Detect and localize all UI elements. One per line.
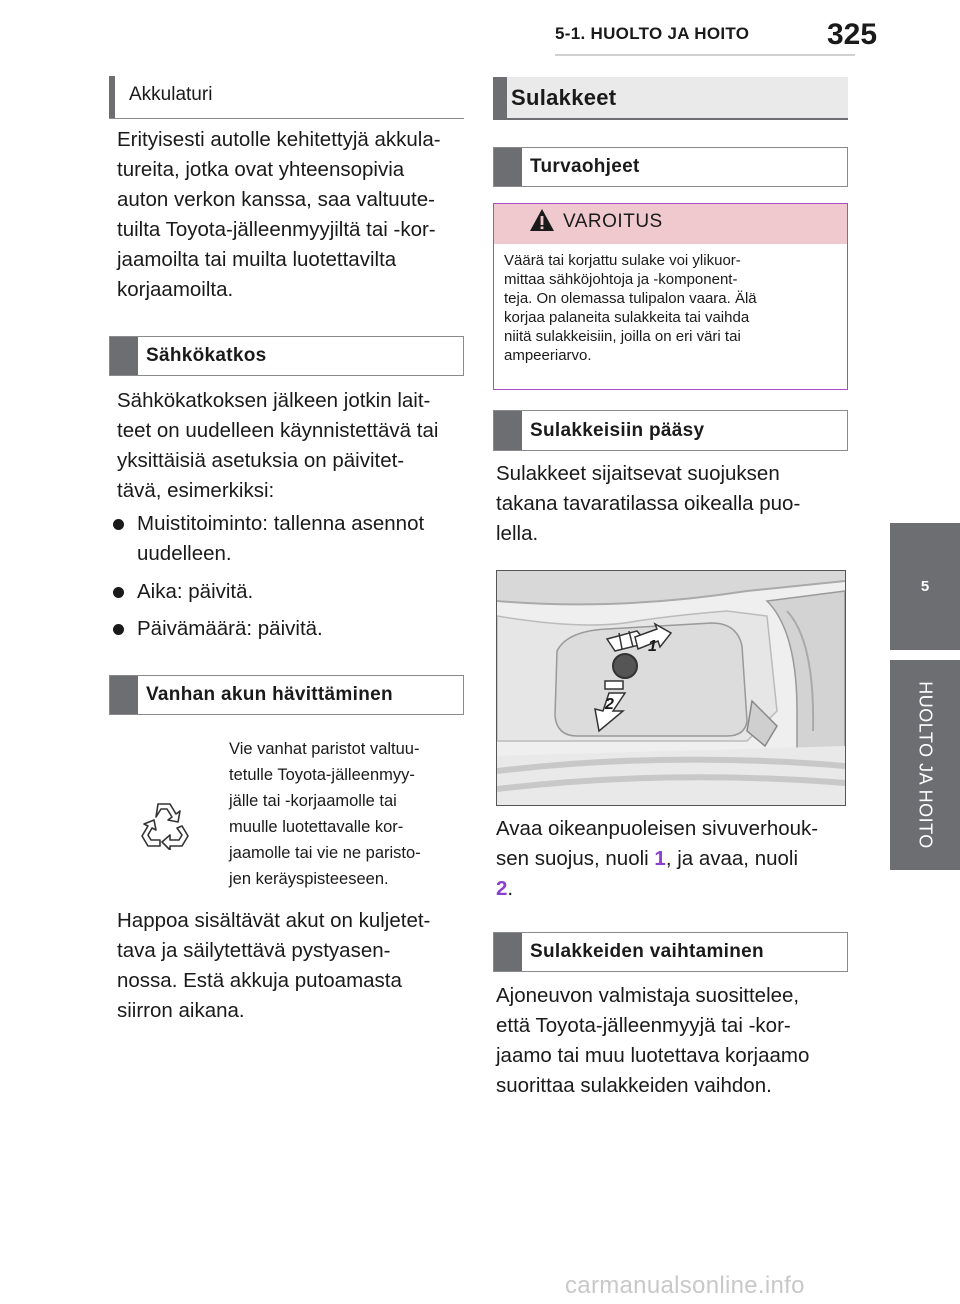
sulakkeet-main-heading: [493, 77, 848, 120]
caption-text: .: [507, 877, 514, 900]
text-line: teet on uudelleen käynnistettävä tai: [117, 419, 439, 442]
text-line: Sähkökatkoksen jälkeen jotkin lait-: [117, 389, 431, 412]
disposal-heading-label: Vanhan akun hävittäminen: [146, 684, 393, 705]
figure-label-2: 2: [605, 696, 614, 713]
watermark: carmanualsonline.info: [565, 1272, 805, 1299]
disposal-note: [229, 736, 469, 892]
text-line: Vie vanhat paristot valtuu-: [229, 740, 420, 758]
figure-label-1: 1: [648, 638, 657, 655]
text-line: korjaamoilta.: [117, 278, 234, 301]
akkulaturi-paragraph: [117, 125, 477, 305]
warning-triangle-icon: [529, 208, 555, 232]
arrow-number-1: 1: [654, 847, 666, 870]
akkulaturi-heading-label: Akkulaturi: [129, 84, 213, 105]
bullet-icon: [113, 519, 124, 530]
access-heading-label: Sulakkeisiin pääsy: [530, 419, 705, 441]
chapter-tab-number: [890, 523, 960, 650]
warning-title: VAROITUS: [563, 211, 663, 232]
chapter-title: HUOLTO JA HOITO: [915, 681, 936, 849]
text-line: ampeeriarvo.: [504, 347, 592, 364]
running-header: 5-1. HUOLTO JA HOITO: [555, 24, 750, 43]
text-line: [496, 844, 856, 874]
text-line: Avaa oikeanpuoleisen sivuverhouk-: [496, 817, 819, 840]
text-line: että Toyota-jälleenmyyjä tai -kor-: [496, 1014, 791, 1037]
replacement-heading: [493, 932, 848, 972]
akkulaturi-heading: [109, 76, 464, 119]
access-paragraph: [496, 459, 856, 549]
text-line: tuilta Toyota-jälleenmyyjiltä tai -kor-: [117, 218, 436, 241]
bullet-text: Aika: päivitä.: [137, 580, 254, 603]
bullet-item: [113, 509, 497, 569]
text-line: Sulakkeet sijaitsevat suojuksen: [496, 462, 780, 485]
bullet-text: Päivämäärä: päivitä.: [137, 617, 323, 640]
replacement-heading-label: Sulakkeiden vaihtaminen: [530, 941, 764, 962]
text-line: suorittaa sulakkeiden vaihdon.: [496, 1074, 772, 1097]
text-line: muulle luotettavalle kor-: [229, 818, 404, 836]
text-line: takana tavaratilassa oikealla puo-: [496, 492, 801, 515]
text-line: jaamolle tai vie ne paristo-: [229, 844, 421, 862]
chapter-number: 5: [920, 578, 930, 595]
caption-text: , ja avaa, nuoli: [665, 847, 799, 870]
text-line: jaamoilta tai muilta luotettavilta: [117, 248, 397, 271]
sahkokatkos-heading: [109, 336, 464, 376]
sahkokatkos-paragraph: [117, 386, 477, 506]
text-line: tava ja säilytettävä pystyasen-: [117, 939, 391, 962]
text-line: tetulle Toyota-jälleenmyy-: [229, 766, 415, 784]
access-heading: [493, 410, 848, 451]
disposal-paragraph: [117, 906, 477, 1026]
turvaohjeet-heading-label: Turvaohjeet: [530, 156, 640, 177]
text-line: lella.: [496, 522, 539, 545]
text-line: auton verkon kanssa, saa valtuute-: [117, 188, 435, 211]
heading-bar: [494, 411, 522, 450]
figure-caption: [496, 814, 856, 904]
text-line: Väärä tai korjattu sulake voi ylikuor-: [504, 252, 741, 269]
main-heading-label: Sulakkeet: [511, 84, 617, 110]
text-line: jaamo tai muu luotettava korjaamo: [496, 1044, 810, 1067]
replacement-paragraph: [496, 981, 856, 1101]
text-line: korjaa palaneita sulakkeita tai vaihda: [504, 309, 750, 326]
caption-text: sen suojus, nuoli: [496, 847, 655, 870]
text-line: siirron aikana.: [117, 999, 245, 1022]
bullet-item: [113, 614, 497, 644]
recycle-icon: [140, 798, 190, 850]
text-line: teja. On olemassa tulipalon vaara. Älä: [504, 290, 757, 307]
text-line: tävä, esimerkiksi:: [117, 479, 275, 502]
heading-bar: [494, 933, 522, 971]
sahkokatkos-heading-label: Sähkökatkos: [146, 345, 267, 366]
header-rule: [555, 54, 855, 56]
text-line: jen keräyspisteeseen.: [229, 870, 389, 888]
text-line: niitä sulakkeisiin, joilla on eri väri tai: [504, 328, 741, 345]
text-line: nossa. Estä akkuja putoamasta: [117, 969, 402, 992]
text-line: jälle tai -korjaamolle tai: [229, 792, 397, 810]
arrow-number-2: 2: [496, 877, 508, 900]
heading-bar: [493, 77, 507, 118]
disposal-heading: [109, 675, 464, 715]
heading-bar: [109, 76, 115, 118]
text-line: [496, 874, 856, 904]
bullet-icon: [113, 587, 124, 598]
text-line: mittaa sähköjohtoja ja -komponent-: [504, 271, 738, 288]
trunk-fuse-cover-illustration: [496, 570, 846, 806]
bullet-item: [113, 577, 497, 607]
text-line: tureita, jotka ovat yhteensopivia: [117, 158, 405, 181]
text-line: Ajoneuvon valmistaja suosittelee,: [496, 984, 800, 1007]
heading-bar: [110, 676, 138, 714]
heading-bar: [110, 337, 138, 375]
bullet-text: uudelleen.: [137, 542, 232, 565]
bullet-icon: [113, 624, 124, 635]
text-line: yksittäisiä asetuksia on päivitet-: [117, 449, 405, 472]
heading-bar: [494, 148, 522, 186]
chapter-tab: [890, 660, 960, 870]
warning-text: [504, 251, 844, 365]
text-line: Happoa sisältävät akut on kuljetet-: [117, 909, 431, 932]
text-line: Erityisesti autolle kehitettyjä akkula-: [117, 128, 441, 151]
turvaohjeet-heading: [493, 147, 848, 187]
bullet-text: Muistitoiminto: tallenna asennot: [137, 512, 425, 535]
page-number: 325: [827, 18, 878, 51]
